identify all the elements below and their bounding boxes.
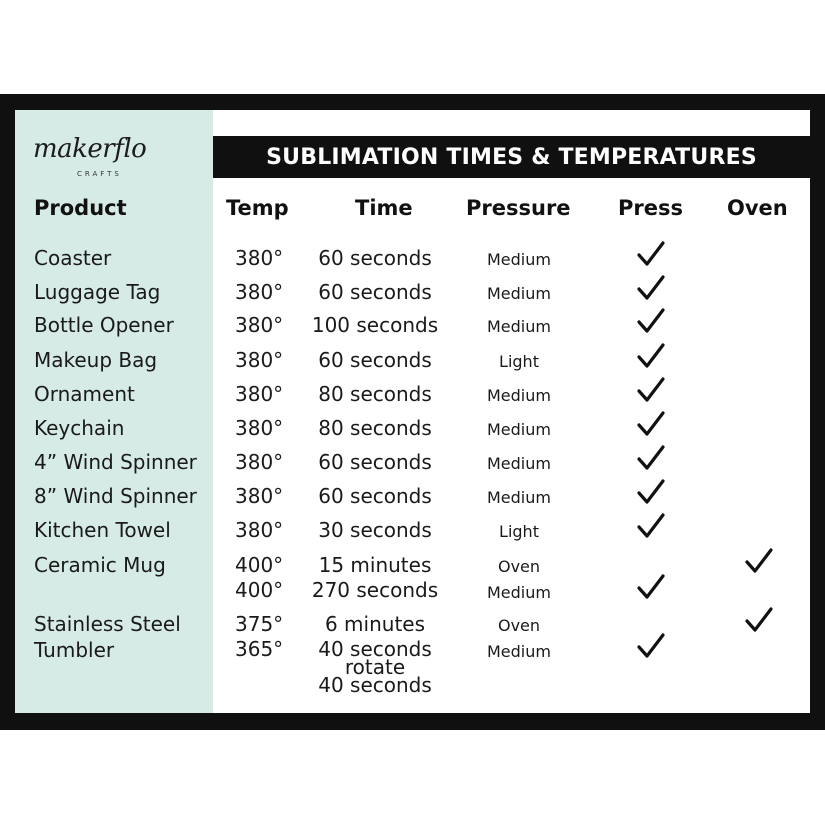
time-value: 15 minutes bbox=[318, 553, 432, 577]
header-pressure: Pressure bbox=[466, 196, 571, 220]
time-value: 60 seconds bbox=[318, 484, 432, 508]
product-name: Keychain bbox=[34, 416, 125, 440]
pressure-value: Oven bbox=[497, 557, 541, 576]
time-value: 60 seconds bbox=[318, 280, 432, 304]
product-name: Tumbler bbox=[34, 638, 115, 662]
pressure-value: Light bbox=[499, 522, 539, 541]
time-value: 6 minutes bbox=[324, 612, 426, 636]
product-name: Ceramic Mug bbox=[34, 553, 166, 577]
time-value: 30 seconds bbox=[318, 518, 432, 542]
logo-tagline: CRAFTS bbox=[77, 170, 122, 178]
time-value: 270 seconds bbox=[311, 578, 439, 602]
press-check-icon bbox=[636, 410, 666, 438]
temperature-value: 380° bbox=[235, 416, 284, 440]
time-value: 40 seconds bbox=[318, 673, 432, 697]
product-name: Kitchen Towel bbox=[34, 518, 171, 542]
press-check-icon bbox=[636, 240, 666, 268]
product-name: 4” Wind Spinner bbox=[34, 450, 197, 474]
press-check-icon bbox=[636, 573, 666, 601]
pressure-value: Medium bbox=[487, 642, 551, 661]
pressure-value: Medium bbox=[487, 386, 551, 405]
time-value: 60 seconds bbox=[318, 348, 432, 372]
time-value: rotate bbox=[344, 655, 406, 679]
oven-check-icon bbox=[744, 547, 774, 575]
temperature-value: 365° bbox=[235, 637, 284, 661]
product-name: 8” Wind Spinner bbox=[34, 484, 197, 508]
time-value: 80 seconds bbox=[318, 416, 432, 440]
makerflo-logo bbox=[33, 134, 183, 182]
header-product: Product bbox=[34, 196, 127, 220]
product-name: Stainless Steel bbox=[34, 612, 181, 636]
header-time: Time bbox=[355, 196, 413, 220]
product-name: Coaster bbox=[34, 246, 112, 270]
temperature-value: 380° bbox=[235, 450, 284, 474]
chart-title-text: SUBLIMATION TIMES & TEMPERATURES bbox=[266, 144, 757, 170]
press-check-icon bbox=[636, 274, 666, 302]
time-value: 40 seconds bbox=[318, 637, 432, 661]
press-check-icon bbox=[636, 512, 666, 540]
temperature-value: 380° bbox=[235, 313, 284, 337]
pressure-value: Medium bbox=[487, 284, 551, 303]
temperature-value: 380° bbox=[235, 484, 284, 508]
product-name: Makeup Bag bbox=[34, 348, 158, 372]
time-value: 80 seconds bbox=[318, 382, 432, 406]
temperature-value: 380° bbox=[235, 246, 284, 270]
press-check-icon bbox=[636, 444, 666, 472]
pressure-value: Medium bbox=[487, 420, 551, 439]
pressure-value: Medium bbox=[487, 317, 551, 336]
header-press: Press bbox=[618, 196, 683, 220]
time-value: 60 seconds bbox=[318, 450, 432, 474]
time-value: 100 seconds bbox=[311, 313, 439, 337]
temperature-value: 400° bbox=[235, 578, 284, 602]
header-temp: Temp bbox=[226, 196, 289, 220]
product-name: Luggage Tag bbox=[34, 280, 161, 304]
temperature-value: 380° bbox=[235, 348, 284, 372]
pressure-value: Medium bbox=[487, 454, 551, 473]
press-check-icon bbox=[636, 307, 666, 335]
product-name: Ornament bbox=[34, 382, 135, 406]
pressure-value: Oven bbox=[497, 616, 541, 635]
pressure-value: Medium bbox=[487, 583, 551, 602]
press-check-icon bbox=[636, 342, 666, 370]
product-name: Bottle Opener bbox=[34, 313, 174, 337]
header-oven: Oven bbox=[727, 196, 788, 220]
temperature-value: 400° bbox=[235, 553, 284, 577]
logo-wordmark: makerflo bbox=[33, 134, 147, 164]
pressure-value: Medium bbox=[487, 250, 551, 269]
temperature-value: 380° bbox=[235, 280, 284, 304]
time-value: 60 seconds bbox=[318, 246, 432, 270]
press-check-icon bbox=[636, 478, 666, 506]
press-check-icon bbox=[636, 632, 666, 660]
temperature-value: 375° bbox=[235, 612, 284, 636]
oven-check-icon bbox=[744, 606, 774, 634]
pressure-value: Medium bbox=[487, 488, 551, 507]
press-check-icon bbox=[636, 376, 666, 404]
temperature-value: 380° bbox=[235, 382, 284, 406]
chart-title bbox=[213, 136, 810, 178]
temperature-value: 380° bbox=[235, 518, 284, 542]
pressure-value: Light bbox=[499, 352, 539, 371]
